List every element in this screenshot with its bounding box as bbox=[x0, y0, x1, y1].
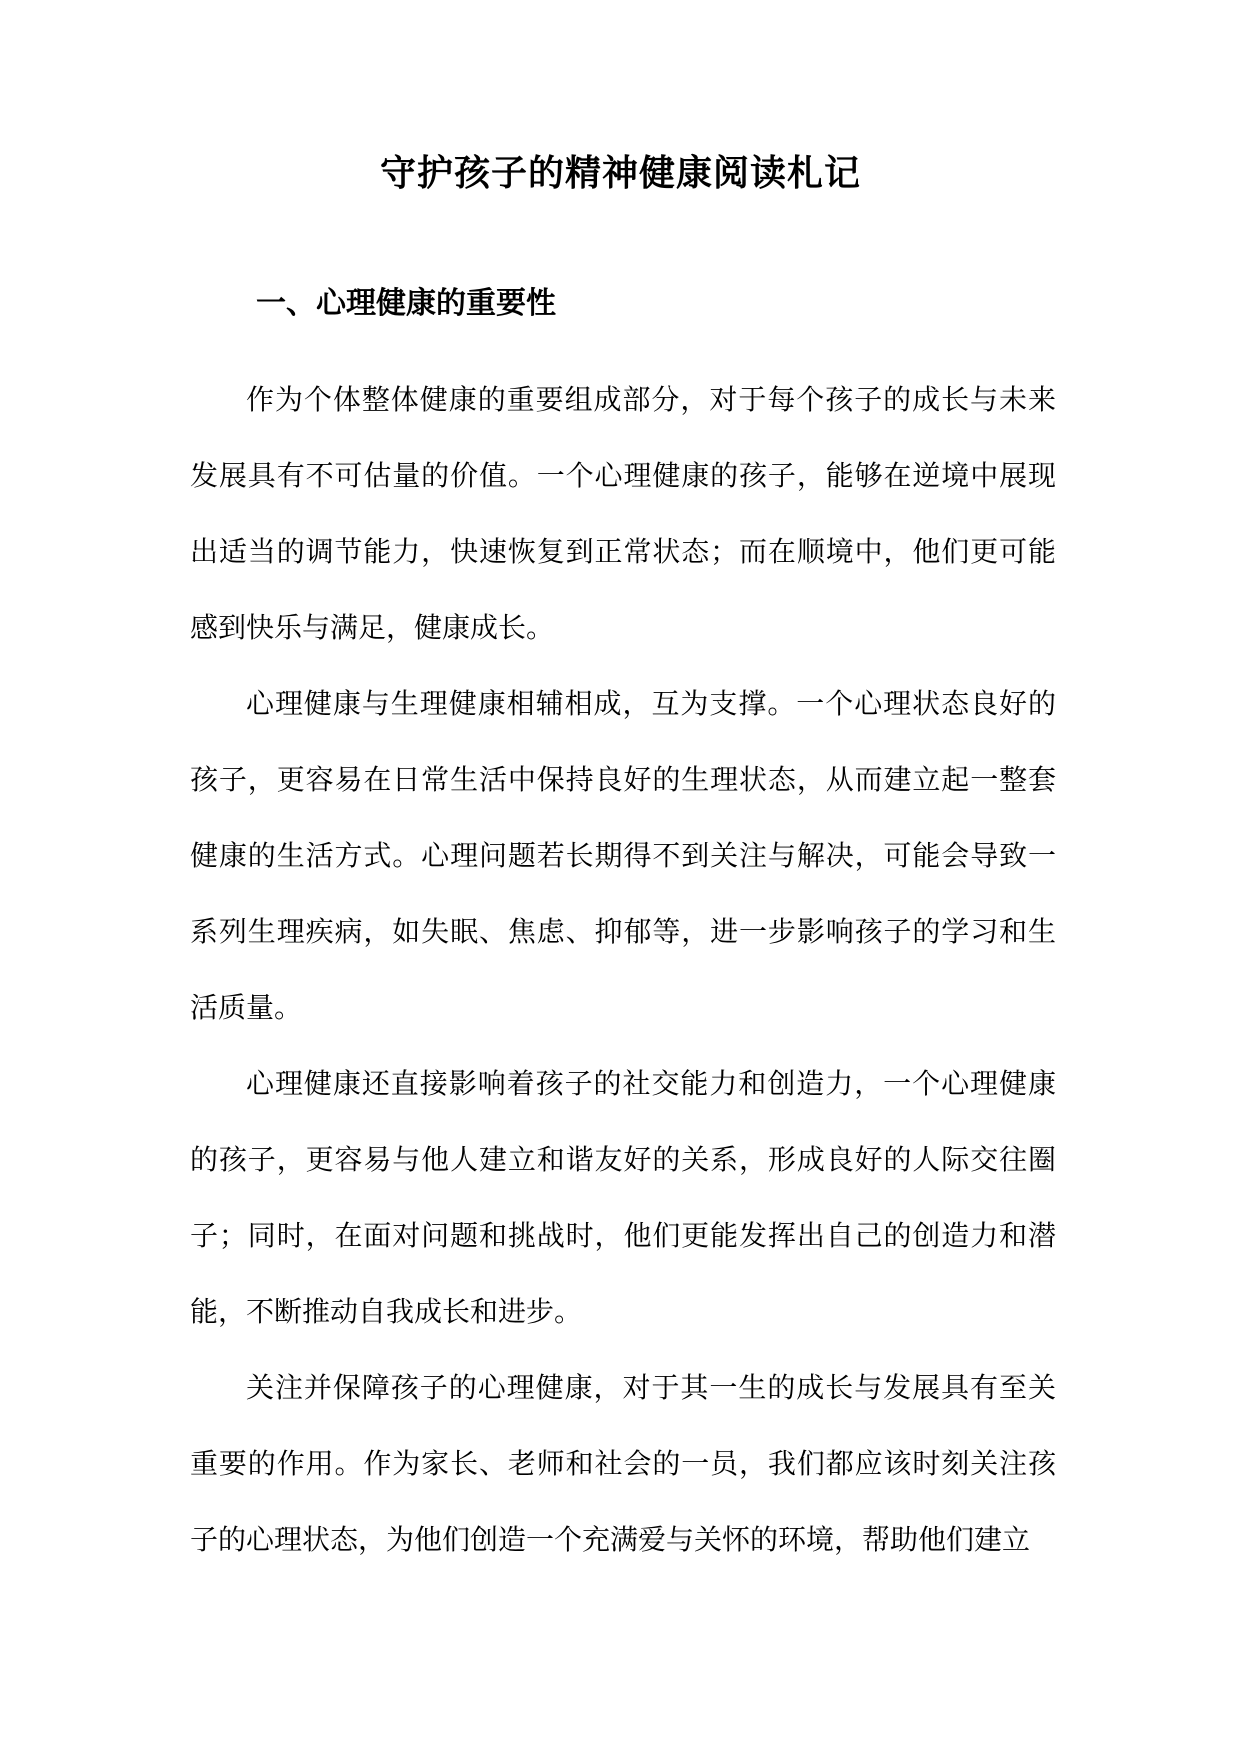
section-heading: 一、心理健康的重要性 bbox=[256, 286, 556, 321]
paragraph: 作为个体整体健康的重要组成部分，对于每个孩子的成长与未来发展具有不可估量的价值。一个心理健康的孩子，能够在逆境中展现出适当的调节能力，快速恢复到正常状态；而在顺境中，他们更可能感到快乐与满足，健康成长。 bbox=[190, 383, 1056, 644]
paragraph: 关注并保障孩子的心理健康，对于其一生的成长与发展具有至关重要的作用。作为家长、老师和社会的一员，我们都应该时刻关注孩子的心理状态，为他们创造一个充满爱与关怀的环境，帮助他们建立 bbox=[190, 1371, 1056, 1556]
paragraph: 心理健康还直接影响着孩子的社交能力和创造力，一个心理健康的孩子，更容易与他人建立和谐友好的关系，形成良好的人际交往圈子；同时，在面对问题和挑战时，他们更能发挥出自己的创造力和潜能，不断推动自我成长和进步。 bbox=[190, 1067, 1056, 1328]
document-title: 守护孩子的精神健康阅读札记 bbox=[379, 152, 861, 194]
paragraph: 心理健康与生理健康相辅相成，互为支撑。一个心理状态良好的孩子，更容易在日常生活中保持良好的生理状态，从而建立起一整套健康的生活方式。心理问题若长期得不到关注与解决，可能会导致一系列生理疾病，如失眠、焦虑、抑郁等，进一步影响孩子的学习和生活质量。 bbox=[190, 687, 1056, 1024]
body-text bbox=[190, 362, 1056, 1578]
